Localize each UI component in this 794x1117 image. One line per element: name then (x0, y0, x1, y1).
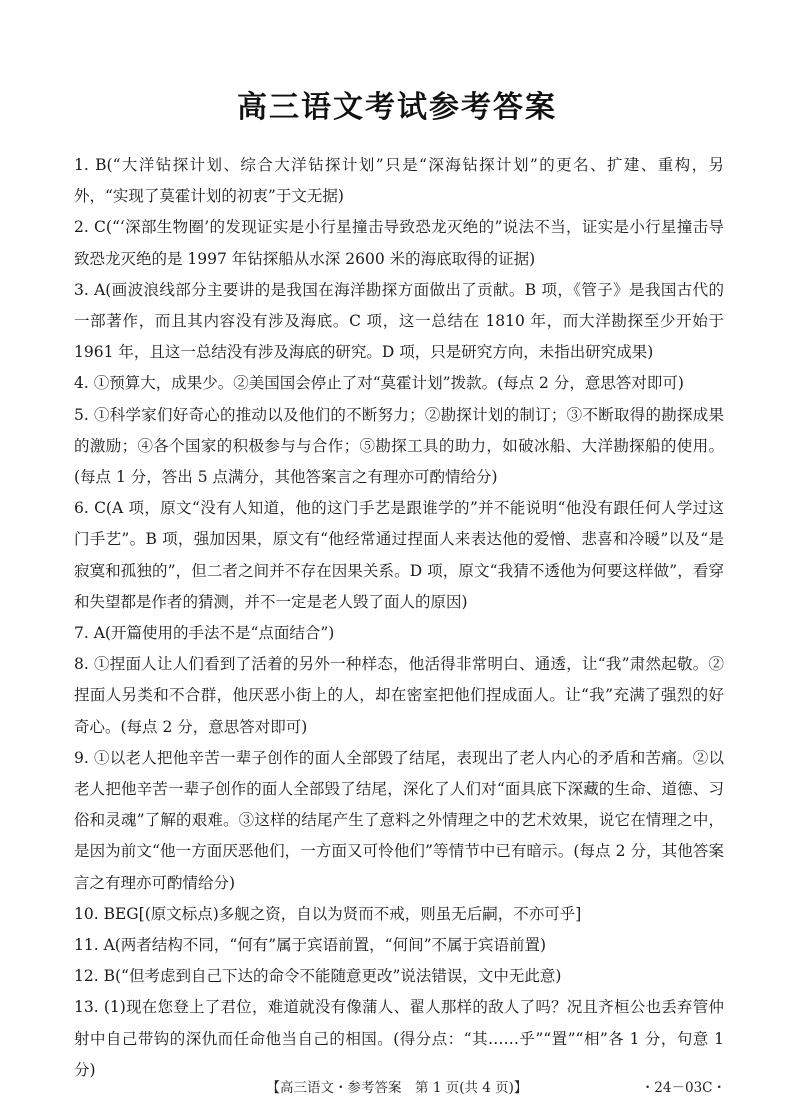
page-title: 高三语文考试参考答案 (237, 90, 557, 125)
answer-item-4: 4. ①预算大，成果少。②美国国会停止了对“莫霍计划”拨款。(每点 2 分，意思答对即可) (74, 374, 684, 393)
footer-exam-code: ・24－03C・ (640, 1080, 726, 1096)
answer-item-13: 13. (1)现在您登上了君位，难道就没有像蒲人、翟人那样的敌人了吗？况且齐桓公也丢弃管仲射中自己带钩的深仇而任命他当自己的相国。(得分点：“其……乎”“置”“相”各 1 分，句意 1 分) (74, 998, 724, 1079)
answer-item-1: 1. B(“大洋钻探计划、综合大洋钻探计划”只是“深海钻探计划”的更名、扩建、重构，另外，“实现了莫霍计划的初衷”于文无据) (74, 156, 724, 206)
answer-item-10: 10. BEG[(原文标点)多舰之资，自以为贤而不戒，则虽无后嗣，不亦可乎] (74, 904, 582, 923)
answer-item-11: 11. A(两者结构不同，“何有”属于宾语前置，“何间”不属于宾语前置) (74, 936, 547, 955)
answer-item-3: 3. A(画波浪线部分主要讲的是我国在海洋勘探方面做出了贡献。B 项，《管子》是我国古代的一部著作，而且其内容没有涉及海底。C 项，这一总结在 1810 年，而大洋勘探至少开始于 1961 年，且这一总结没有涉及海底的研究。D 项，只是研究方向，未指出研究成果) (74, 280, 724, 362)
answer-item-8: 8. ①捏面人让人们看到了活着的另外一种样态，他活得非常明白、通透，让“我”肃然起敬。②捏面人另类和不合群，他厌恶小街上的人，却在密室把他们捏成面人。让“我”充满了强烈的好奇心。(每点 2 分，意思答对即可) (74, 655, 724, 736)
answer-item-12: 12. B(“但考虑到自己下达的命令不能随意更改”说法错误，文中无此意) (74, 967, 562, 986)
answer-list (74, 150, 724, 1086)
footer-page-info: 【高三语文・参考答案 第 1 页(共 4 页)】 (266, 1080, 528, 1096)
answer-item-2: 2. C(“‘深部生物圈’的发现证实是小行星撞击导致恐龙灭绝的”说法不当，证实是小行星撞击导致恐龙灭绝的是 1997 年钻探船从水深 2600 米的海底取得的证据) (74, 218, 724, 268)
answer-item-6: 6. C(A 项，原文“没有人知道，他的这门手艺是跟谁学的”并不能说明“他没有跟任何人学过这门手艺”。B 项，强加因果，原文有“他经常通过捏面人来表达他的爱憎、悲喜和冷暖”以及“是寂寞和孤独的”，但二者之间并不存在因果关系。D 项，原文“我猜不透他为何要这样做”，看穿和失望都是作者的猜测，并不一定是老人毁了面人的原因) (74, 499, 724, 611)
answer-item-9: 9. ①以老人把他辛苦一辈子创作的面人全部毁了结尾，表现出了老人内心的矛盾和苦痛。②以老人把他辛苦一辈子创作的面人全部毁了结尾，深化了人们对“面具底下深藏的生命、道德、习俗和灵魂”了解的艰难。③这样的结尾产生了意料之外情理之中的艺术效果，说它在情理之中，是因为前文“他一方面厌恶他们，一方面又可怜他们”等情节中已有暗示。(每点 2 分，其他答案言之有理亦可酌情给分) (74, 748, 724, 892)
answer-item-7: 7. A(开篇使用的手法不是“点面结合”) (74, 624, 335, 643)
answer-item-5: 5. ①科学家们好奇心的推动以及他们的不断努力；②勘探计划的制订；③不断取得的勘探成果的激励；④各个国家的积极参与与合作；⑤勘探工具的助力，如破冰船、大洋勘探船的使用。(每点 1 分，答出 5 点满分，其他答案言之有理亦可酌情给分) (74, 405, 724, 487)
